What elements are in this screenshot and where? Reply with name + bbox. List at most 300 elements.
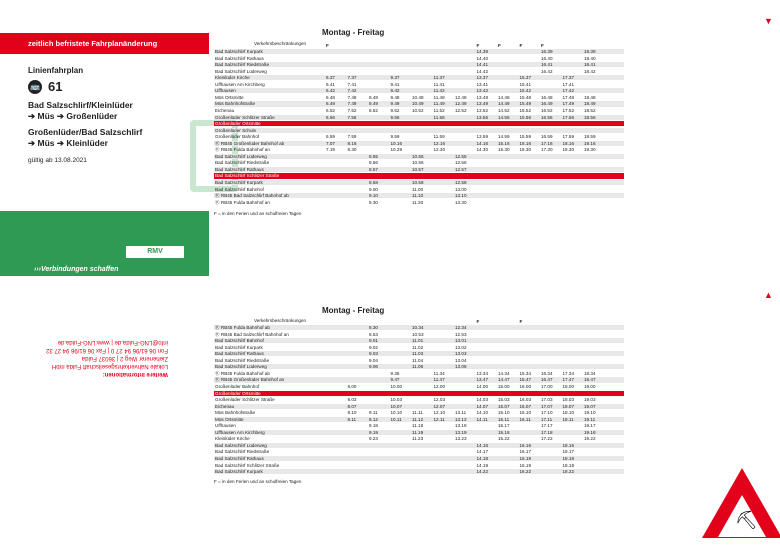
timetable-1: [214, 28, 624, 218]
departure-time: 13.03: [455, 351, 467, 357]
departure-time: 17.59: [562, 134, 574, 140]
departure-time: 10.16: [390, 140, 402, 146]
departure-time: 13.12: [455, 416, 467, 422]
slogan-strip: ›››Verbindungen schaffen: [0, 263, 209, 276]
departure-time: 7.59: [347, 134, 357, 140]
departure-time: 12.30: [433, 147, 445, 153]
departure-time: 15.30: [498, 147, 510, 153]
departure-time: 16.59: [541, 134, 553, 140]
stop-name: Bad Salzschlirf Riedstraße: [215, 160, 270, 166]
departure-time: 6.48: [326, 94, 335, 100]
info-heading: Weitere Informationen:: [102, 371, 168, 377]
table-row: [214, 338, 624, 343]
departure-time: 9.35: [390, 370, 400, 376]
table-row: [214, 134, 624, 139]
stop-name: Bad Salzschlirf Schlitzer Straße: [215, 173, 280, 179]
table-row: [214, 436, 624, 441]
table-row: [214, 128, 624, 133]
table-row: [214, 180, 624, 185]
departure-time: 11.42: [433, 88, 445, 94]
stop-name: Kleinlüder Kirche: [215, 436, 250, 442]
departure-time: 11.49: [433, 101, 445, 107]
table-row: [214, 141, 624, 146]
departure-time: 11.00: [412, 186, 424, 192]
departure-time: 15.11: [498, 416, 510, 422]
departure-time: 18.18: [562, 456, 574, 461]
departure-time: 8.10: [347, 410, 357, 416]
departure-time: 19.30: [584, 147, 596, 153]
table-row: [214, 49, 624, 54]
departure-time: 6.56: [326, 114, 335, 120]
departure-time: 10.00: [390, 383, 402, 389]
departure-time: 8.57: [369, 166, 378, 172]
departure-time: 18.59: [584, 134, 596, 140]
departure-time: 9.52: [390, 107, 400, 113]
departure-time: 9.01: [369, 338, 378, 344]
departure-time: 9.00: [369, 186, 378, 192]
stop-name: Müs Ortsmitte: [215, 416, 244, 422]
stop-name: Kleinlüder Kirche: [215, 75, 250, 81]
stop-name: Uffhausen Am Kirchberg: [215, 81, 265, 87]
departure-time: 17.47: [562, 377, 574, 383]
table-row: [214, 332, 624, 337]
departure-time: 13.02: [455, 344, 467, 350]
table-row: [214, 384, 624, 389]
departure-time: 18.16: [562, 140, 574, 146]
table-row: [214, 173, 624, 178]
departure-time: 10.11: [390, 416, 402, 422]
departure-time: 9.23: [369, 436, 378, 442]
departure-time: 10.53: [412, 331, 424, 337]
departure-time: 9.06: [369, 364, 378, 370]
departure-time: 9.59: [390, 134, 400, 140]
departure-time: 16.19: [519, 462, 531, 468]
departure-time: 16.48: [541, 94, 553, 100]
stop-name: Großenlüder Bahnhof: [215, 134, 260, 140]
table-row: [214, 160, 624, 165]
departure-time: 17.03: [541, 397, 553, 403]
table-row: [214, 69, 624, 74]
departure-time: 11.04: [412, 357, 424, 363]
departure-time: 13.00: [455, 186, 467, 192]
stop-name: Eichenau: [215, 107, 235, 113]
departure-time: 13.30: [455, 199, 467, 205]
table-row: [214, 154, 624, 159]
stop-name: Müs Bahnhofstraße: [215, 101, 256, 107]
departure-time: 11.41: [433, 81, 445, 87]
departure-time: 10.34: [412, 325, 424, 330]
stop-name: Bad Salzschlirf Lüderweg: [215, 442, 267, 448]
departure-time: 6.41: [326, 81, 335, 87]
restriction-flag: F: [519, 43, 523, 48]
table-row: [214, 147, 624, 152]
departure-time: 19.22: [584, 436, 596, 442]
departure-time: 14.16: [476, 140, 488, 146]
departure-time: 17.30: [541, 147, 553, 153]
departure-time: 9.30: [369, 199, 378, 205]
departure-time: 7.56: [347, 114, 357, 120]
table-row: [214, 430, 624, 435]
departure-time: 11.02: [412, 344, 424, 350]
departure-time: 18.00: [562, 383, 574, 389]
table-row: [214, 56, 624, 61]
departure-time: 12.57: [455, 166, 467, 172]
stop-name: Bad Salzschlirf Bahnhof: [215, 338, 264, 344]
departure-time: 18.03: [562, 397, 574, 403]
departure-time: 13.06: [455, 364, 467, 370]
departure-time: 14.34: [498, 370, 510, 376]
departure-time: 14.48: [498, 94, 510, 100]
departure-time: 14.42: [476, 68, 488, 74]
table-row: [214, 371, 624, 376]
stop-name: Eichenau: [215, 403, 235, 409]
stop-name: Bad Salzschlirf Kurpark: [215, 344, 263, 350]
departure-time: 10.07: [390, 403, 402, 409]
departure-time: 14.00: [476, 383, 488, 389]
departure-time: 17.22: [541, 436, 553, 442]
departure-time: 18.34: [584, 370, 596, 376]
table-row: [214, 187, 624, 192]
departure-time: 17.48: [562, 94, 574, 100]
departure-time: 18.52: [584, 107, 596, 113]
departure-time: 9.47: [390, 377, 400, 383]
table-row: [214, 358, 624, 363]
departure-time: 18.40: [584, 55, 596, 61]
departure-time: 17.41: [562, 81, 574, 87]
stop-name: Großenlüder Bahnhof: [215, 383, 260, 389]
stop-name: Ⓡ RB45 Fulda Bahnhof ab: [215, 325, 270, 330]
departure-time: 12.55: [455, 153, 467, 159]
departure-time: 19.00: [584, 383, 596, 389]
departure-time: 13.42: [476, 88, 488, 94]
table-row: [214, 397, 624, 402]
departure-time: 12.49: [455, 101, 467, 107]
restriction-flag: F: [519, 319, 523, 324]
departure-time: 9.49: [390, 101, 400, 107]
stop-name: Bad Salzschlirf Riedstraße: [215, 357, 270, 363]
departure-time: 17.17: [541, 423, 553, 429]
table-row: [214, 443, 624, 448]
departure-time: 9.12: [369, 416, 378, 422]
departure-time: 16.30: [519, 147, 531, 153]
table-row: [214, 121, 624, 126]
departure-time: 13.34: [476, 370, 488, 376]
line-number: 61: [48, 79, 63, 94]
departure-time: 9.10: [369, 193, 378, 199]
departure-time: 11.56: [433, 114, 445, 120]
restrictions-label: Verkehrsbeschränkungen: [254, 41, 307, 46]
departure-time: 17.18: [541, 429, 553, 435]
departure-time: 9.02: [369, 344, 378, 350]
departure-time: 8.49: [369, 101, 378, 107]
table-row: [214, 101, 624, 106]
info-line: Fon 06 61/96 94 27 0 | Fax 06 61/96 94 27 32: [46, 347, 168, 353]
departure-time: 17.52: [562, 107, 574, 113]
departure-time: 16.34: [541, 370, 553, 376]
departure-time: 8.55: [369, 153, 378, 159]
timetable-2-title: Montag - Freitag: [322, 306, 385, 315]
stop-name: Großenlüder Ortsmitte: [215, 390, 261, 396]
table-row: [214, 108, 624, 113]
departure-time: 11.34: [433, 370, 445, 376]
departure-time: 14.30: [476, 147, 488, 153]
departure-time: 10.48: [412, 94, 424, 100]
departure-time: 16.42: [541, 68, 553, 74]
departure-time: 13.11: [455, 410, 467, 416]
stop-name: Ⓡ RB45 Großenlüder Bahnhof an: [215, 377, 285, 383]
departure-time: 15.10: [498, 410, 510, 416]
departure-time: 9.56: [390, 114, 400, 120]
departure-time: 13.23: [455, 436, 467, 442]
timetable-2: [214, 306, 624, 486]
stop-name: Ⓡ RB45 Bad Salzschlirf Bahnhof an: [215, 331, 289, 337]
restriction-flag: F: [476, 319, 480, 324]
departure-time: 16.03: [519, 397, 531, 403]
departure-time: 13.41: [476, 81, 488, 87]
stop-name: Uffhausen: [215, 423, 236, 429]
departure-time: 8.58: [369, 180, 378, 185]
departure-time: 11.59: [433, 134, 445, 140]
stop-name: Müs Bahnhofstraße: [215, 410, 256, 416]
bus-icon: 🚌: [28, 80, 42, 94]
table-row: [214, 62, 624, 67]
direction-1-via: ➔ Müs ➔ Großenlüder: [28, 111, 118, 121]
departure-time: 8.30: [347, 147, 357, 153]
departure-time: 11.06: [412, 364, 424, 370]
stop-name: Bad Salzschlirf Kurpark: [215, 180, 263, 185]
departure-time: 12.03: [433, 397, 445, 403]
table-row: [214, 377, 624, 382]
triangle-down-icon: ▼: [764, 16, 773, 26]
restriction-flag: F: [541, 43, 544, 48]
departure-time: 14.07: [476, 403, 488, 409]
table-row: [214, 456, 624, 461]
departure-time: 10.55: [412, 153, 424, 159]
stop-name: Ⓡ RB45 Großenlüder Bahnhof ab: [215, 140, 285, 146]
stop-name: Müs Ortsmitte: [215, 94, 244, 100]
departure-time: 19.16: [584, 140, 596, 146]
table-row: [214, 463, 624, 468]
departure-time: 10.29: [390, 147, 402, 153]
departure-time: 10.49: [412, 101, 424, 107]
departure-time: 19.07: [584, 403, 596, 409]
stop-name: Bad Salzschlirf Riedstraße: [215, 62, 270, 68]
departure-time: 12.58: [455, 180, 467, 185]
table-row: [214, 95, 624, 100]
departure-time: 13.52: [476, 107, 488, 113]
departure-time: 16.11: [519, 416, 531, 422]
departure-time: 13.19: [455, 429, 467, 435]
departure-time: 14.41: [476, 62, 488, 68]
departure-time: 9.04: [369, 357, 378, 363]
departure-time: 11.47: [433, 377, 445, 383]
departure-time: 10.10: [390, 410, 402, 416]
table-row: [214, 75, 624, 80]
departure-time: 17.42: [562, 88, 574, 94]
departure-time: 15.00: [498, 383, 510, 389]
departure-time: 7.48: [347, 94, 357, 100]
departure-time: 13.01: [455, 338, 467, 344]
departure-time: 16.41: [541, 62, 553, 68]
departure-time: 16.49: [541, 101, 553, 107]
departure-time: 18.41: [584, 62, 596, 68]
departure-time: 6.59: [326, 134, 335, 140]
departure-time: 11.18: [412, 423, 424, 429]
departure-time: 12.53: [455, 331, 467, 337]
departure-time: 15.34: [519, 370, 531, 376]
departure-time: 17.00: [541, 383, 553, 389]
departure-time: 16.39: [541, 49, 553, 54]
restriction-flag: F: [498, 43, 501, 48]
table-row: [214, 417, 624, 422]
stop-name: Bad Salzschlirf Kurpark: [215, 49, 263, 54]
departure-time: 18.49: [584, 101, 596, 107]
table-row: [214, 351, 624, 356]
table-row: [214, 364, 624, 369]
departure-time: 19.17: [584, 423, 596, 429]
departure-time: 15.37: [519, 75, 531, 81]
departure-time: 14.39: [476, 49, 488, 54]
table-row: [214, 391, 624, 396]
departure-time: 8.30: [369, 325, 378, 330]
table-row: [214, 469, 624, 474]
departure-time: 17.34: [562, 370, 574, 376]
departure-time: 12.10: [433, 410, 445, 416]
departure-time: 10.58: [412, 180, 424, 185]
departure-time: 13.49: [476, 101, 488, 107]
departure-time: 15.56: [519, 114, 531, 120]
departure-time: 9.03: [369, 351, 378, 357]
departure-time: 11.23: [412, 436, 424, 442]
departure-time: 14.40: [476, 55, 488, 61]
departure-time: 14.22: [476, 469, 488, 475]
departure-time: 16.40: [541, 55, 553, 61]
direction-1-title: Bad Salzschlirf/Kleinlüder: [28, 100, 133, 110]
departure-time: 7.41: [347, 81, 357, 87]
departure-time: 14.49: [498, 101, 510, 107]
departure-time: 15.18: [498, 429, 510, 435]
departure-time: 8.52: [369, 107, 378, 113]
departure-time: 15.47: [519, 377, 531, 383]
stop-name: Uffhausen Am Kirchberg: [215, 429, 265, 435]
departure-time: 18.56: [584, 114, 596, 120]
table-row: [214, 404, 624, 409]
departure-time: 16.16: [519, 140, 531, 146]
stop-name: Großenlüder Schlitzer Straße: [215, 397, 275, 403]
footnote-2: F = in den Ferien und an schulfreien Tagen: [214, 479, 302, 484]
departure-time: 17.49: [562, 101, 574, 107]
departure-time: 17.56: [562, 114, 574, 120]
departure-time: 10.56: [412, 160, 424, 166]
departure-time: 8.48: [369, 94, 378, 100]
departure-time: 7.07: [326, 140, 335, 146]
departure-time: 14.52: [498, 107, 510, 113]
stop-name: Bad Salzschlirf Lüderweg: [215, 364, 267, 370]
departure-time: 12.16: [433, 140, 445, 146]
triangle-up-icon: ▲: [764, 290, 773, 300]
direction-2-title: Großenlüder/Bad Salzschlirf: [28, 127, 143, 137]
departure-time: 7.19: [326, 147, 335, 153]
departure-time: 15.16: [498, 140, 510, 146]
departure-time: 11.30: [412, 199, 424, 205]
info-line: Lokale Nahverkehrsgesellschaft Fulda mbH: [51, 363, 168, 369]
departure-time: 16.56: [541, 114, 553, 120]
restriction-flag: F: [326, 43, 329, 48]
departure-time: 13.04: [455, 357, 467, 363]
departure-time: 12.56: [455, 160, 467, 166]
departure-time: 11.01: [412, 338, 424, 344]
departure-time: 6.52: [326, 107, 335, 113]
departure-time: 11.12: [412, 416, 424, 422]
line-number-block: [28, 79, 62, 94]
linienfahrplan-label: Linienfahrplan: [28, 66, 84, 75]
footnote-1: F = in den Ferien und an schulfreien Tagen: [214, 211, 302, 216]
stop-name: Großenlüder Ortsmitte: [215, 121, 261, 127]
departure-time: 14.17: [476, 449, 488, 455]
departure-time: 18.07: [562, 403, 574, 409]
departure-time: 14.18: [476, 456, 488, 461]
departure-time: 10.03: [390, 397, 402, 403]
departure-time: 18.16: [562, 442, 574, 448]
table-row: [214, 423, 624, 428]
departure-time: 6.42: [326, 88, 335, 94]
departure-time: 16.52: [541, 107, 553, 113]
departure-time: 8.03: [347, 397, 357, 403]
departure-time: 8.56: [369, 160, 378, 166]
table-row: [214, 115, 624, 120]
departure-time: 15.42: [519, 88, 531, 94]
departure-time: 12.07: [433, 403, 445, 409]
timetable-1-title: Montag - Freitag: [322, 28, 385, 37]
departure-time: 19.11: [584, 416, 596, 422]
departure-time: 16.00: [519, 383, 531, 389]
departure-time: 18.17: [562, 449, 574, 455]
departure-time: 16.18: [519, 456, 531, 461]
rmv-logo: RMV: [126, 246, 184, 258]
departure-time: 13.47: [476, 377, 488, 383]
departure-time: 11.03: [412, 351, 424, 357]
departure-time: 11.37: [433, 75, 445, 81]
departure-time: 8.53: [369, 331, 378, 337]
change-banner: zeitlich befristete Fahrplanänderung: [0, 33, 209, 54]
departure-time: 13.37: [476, 75, 488, 81]
stop-name: Ⓡ RB45 Fulda Bahnhof ab: [215, 370, 270, 376]
stop-name: Großenlüder Schlitzer Straße: [215, 114, 275, 120]
departure-time: 17.11: [541, 416, 553, 422]
departure-time: 15.17: [498, 423, 510, 429]
departure-time: 18.48: [584, 94, 596, 100]
departure-time: 9.19: [369, 429, 378, 435]
restriction-flag: F: [476, 43, 480, 48]
departure-time: 13.18: [455, 423, 467, 429]
departure-time: 9.48: [390, 94, 400, 100]
info-line: Ziehenerer Weg 2 | 36037 Fulda: [81, 355, 168, 361]
departure-time: 16.16: [519, 442, 531, 448]
stop-name: Bad Salzschlirf Rathaus: [215, 55, 264, 61]
departure-time: 19.10: [584, 410, 596, 416]
restrictions-label: Verkehrsbeschränkungen: [254, 318, 307, 323]
departure-time: 19.18: [584, 429, 596, 435]
departure-time: 14.47: [498, 377, 510, 383]
departure-time: 15.07: [498, 403, 510, 409]
departure-time: 6.49: [326, 101, 335, 107]
departure-time: 16.07: [519, 403, 531, 409]
departure-time: 12.34: [455, 325, 467, 330]
stop-name: Ⓡ RB45 Bad Salzschlirf Bahnhof ab: [215, 193, 289, 199]
departure-time: 12.00: [433, 383, 445, 389]
worker-icon: ⛏: [735, 510, 758, 530]
departure-time: 11.52: [433, 107, 445, 113]
